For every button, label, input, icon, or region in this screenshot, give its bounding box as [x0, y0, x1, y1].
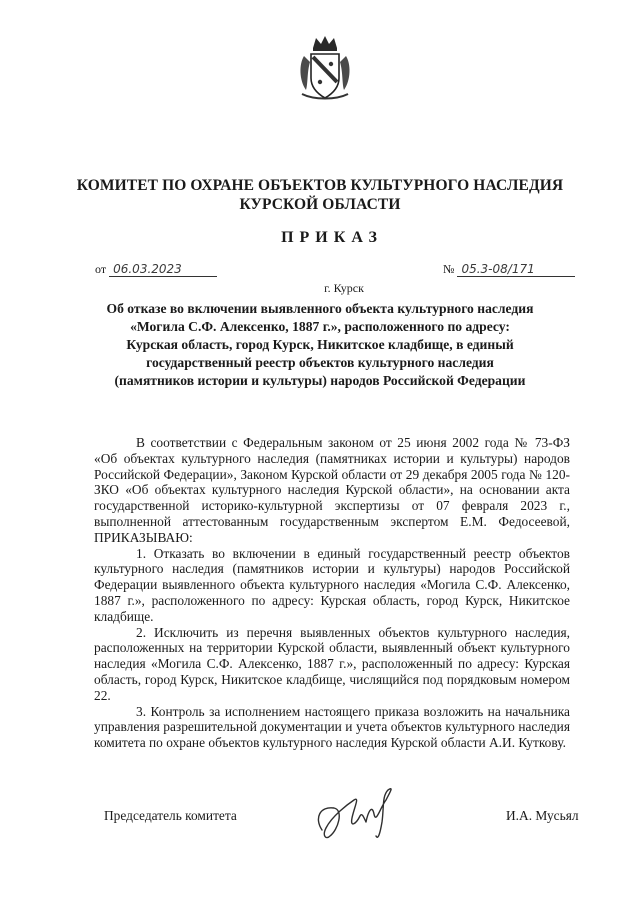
coat-of-arms-icon [296, 34, 354, 102]
organization-name [0, 176, 640, 214]
date-field [95, 262, 217, 277]
document-type: ПРИКАЗ [281, 229, 383, 246]
document-subject [70, 300, 570, 390]
number-prefix: № [443, 262, 455, 276]
preamble-paragraph: В соответствии с Федеральным законом от 25 июня 2002 года № 73-ФЗ «Об объектах культурного наследия (памятниках истории и культуры) народов Российской Федерации», Законом Курской области от 29 декабря 2005 года № 120-ЗКО «Об объектах культурного наследия Курской области», на основании акта государственной историко-культурной экспертизы от 07 февраля 2023 г., выполненной аттестованным государственным экспертом Е.М. Федосеевой, ПРИКАЗЫВАЮ: [94, 435, 570, 545]
handwritten-signature-icon [308, 778, 408, 848]
order-item-3: 3. Контроль за исполнением настоящего приказа возложить на начальника управления разрешительной документации и учета объектов культурного наследия комитета по охране объектов культурного наследия Курской области А.И. Куткову. [94, 703, 570, 751]
date-value: 06.03.2023 [109, 262, 217, 277]
subject-line-2: «Могила С.Ф. Алексенко, 1887 г.», расположенного по адресу: [130, 319, 510, 334]
order-item-2: 2. Исключить из перечня выявленных объектов культурного наследия, расположенных на территории Курской области, выявленный объект культурного наследия «Могила С.Ф. Алексенко, 1887 г.», расположенный по адресу: Курская область, город Курск, Никитское кладбище, числящийся под порядковым номером 22. [94, 624, 570, 703]
number-value: 05.3-08/171 [457, 262, 575, 277]
number-field [443, 262, 575, 277]
document-body [94, 435, 570, 751]
signatory-name: И.А. Мусьял [506, 808, 579, 823]
organization-line-2: КУРСКОЙ ОБЛАСТИ [239, 196, 401, 213]
signatory-role: Председатель комитета [104, 808, 237, 823]
subject-line-5: (памятников истории и культуры) народов Российской Федерации [114, 373, 526, 388]
order-item-1: 1. Отказать во включении в единый государственный реестр объектов культурного наследия (памятников истории и культуры) народов Российской Федерации выявленного объекта культурного наследия «Могила С.Ф. Алексенко, 1887 г.», расположенного по адресу: Курская область, город Курск, Никитское кладбище. [94, 545, 570, 624]
subject-line-4: государственный реестр объектов культурного наследия [146, 355, 494, 370]
date-prefix: от [95, 262, 107, 276]
subject-line-3: Курская область, город Курск, Никитское кладбище, в единый [126, 337, 514, 352]
organization-line-1: КОМИТЕТ ПО ОХРАНЕ ОБЪЕКТОВ КУЛЬТУРНОГО НАСЛЕДИЯ [76, 177, 564, 194]
subject-line-1: Об отказе во включении выявленного объекта культурного наследия [106, 301, 534, 316]
city: г. Курск [324, 281, 364, 295]
